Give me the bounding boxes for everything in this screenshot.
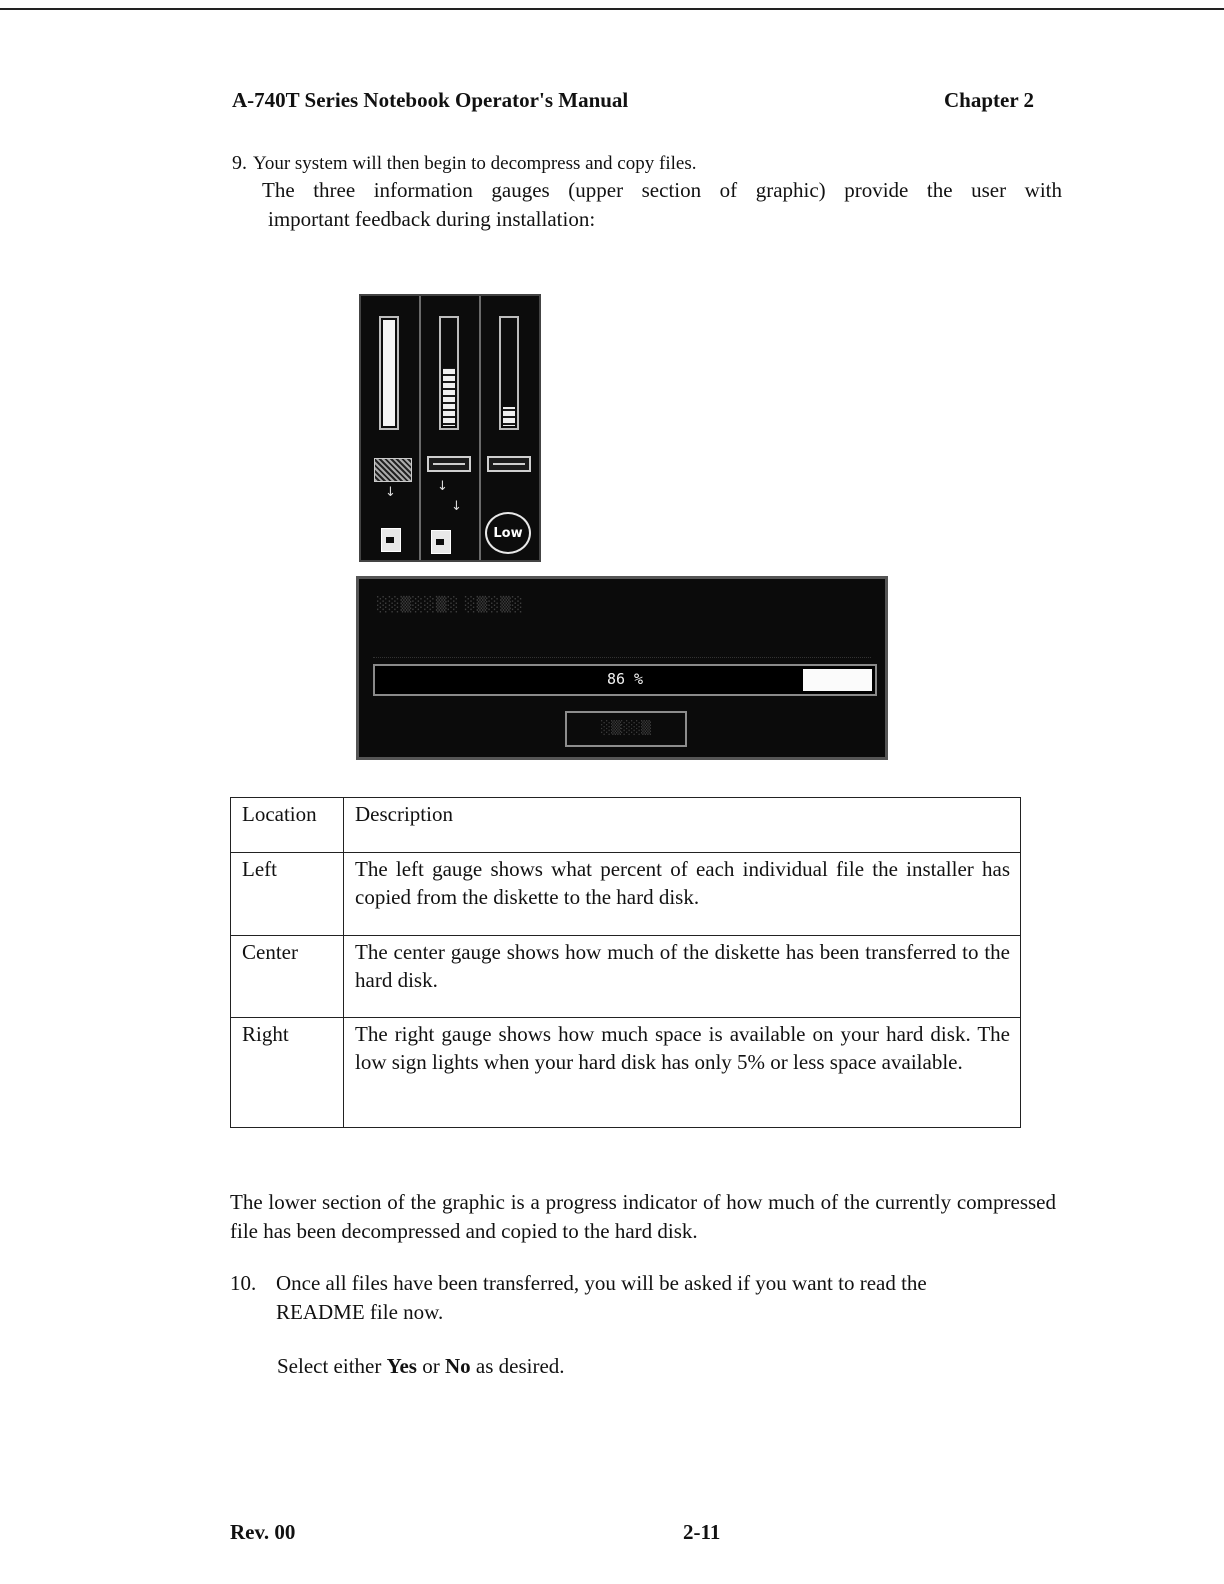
progress-percent: 86 % [606,670,644,688]
step-number: 9. [232,152,247,174]
table-row [231,936,1021,1018]
arrow-icon: ↓ [451,499,462,514]
table-row [231,1018,1021,1128]
step-9-intro [232,152,696,175]
arrow-icon: ↓ [437,479,448,494]
table-header-location: Location [231,798,344,853]
lower-section-paragraph: The lower section of the graphic is a progress indicator of how much of the currently compressed file has been decompressed and copied to the hard disk. [230,1190,1056,1243]
low-sign: Low [485,512,531,554]
top-rule [0,8,1224,10]
gauge-description-table [230,797,1021,1128]
gauge-center [421,296,481,560]
step-9-line-3: important feedback during installation: [268,207,596,231]
row-location: Center [231,936,344,1018]
no-option: No [444,1354,471,1378]
row-location: Left [231,853,344,936]
hard-disk-icon [487,456,531,472]
manual-title: A-740T Series Notebook Operator's Manual [232,88,629,112]
cancel-button[interactable]: ░▒░░▒ [565,711,687,747]
step-9-line-2: The three information gauges (upper section of graphic) provide the user with [262,178,1062,202]
progress-bar [373,664,877,696]
table-header-description: Description [344,798,1021,853]
step-9-line-1: Your system will then begin to decompress and copy files. [253,153,697,174]
gauge-right-empty [503,320,515,407]
file-icon [431,530,451,554]
row-location: Right [231,1018,344,1128]
select-instruction [277,1354,565,1379]
arrow-icon: ↓ [385,485,396,500]
row-description: The center gauge shows how much of the diskette has been transferred to the hard disk. [344,936,1021,1018]
dialog-status-text: ░░▒░░▒░ ░▒░▒░ [377,597,524,613]
gauge-left-tube [379,316,399,430]
select-suffix: as desired. [470,1354,565,1378]
gauge-left-fill [383,320,395,426]
yes-option: Yes [386,1354,417,1378]
file-icon [381,528,401,552]
gauge-left [361,296,421,560]
step-10 [230,1269,1056,1327]
row-description: The left gauge shows what percent of each individual file the installer has copied from the diskette to the hard disk. [344,853,1021,936]
gauge-right-tube [499,316,519,430]
revision-label: Rev. 00 [230,1520,296,1544]
gauge-right [481,296,539,560]
progress-dialog [356,576,888,760]
page-number: 2-11 [683,1520,721,1544]
table-row [231,853,1021,936]
gauge-center-tube [439,316,459,430]
row-description: The right gauge shows how much space is available on your hard disk. The low sign lights when your hard disk has only 5% or less space available. [344,1018,1021,1128]
folder-icon [374,458,412,482]
select-middle: or [416,1354,445,1378]
chapter-label: Chapter 2 [944,88,1035,112]
step-10-line-1: Once all files have been transferred, you will be asked if you want to read the [276,1271,927,1295]
gauge-center-empty [443,320,455,368]
table-header-row [231,798,1021,853]
gauges-panel [359,294,541,562]
dialog-separator [373,657,871,658]
step-10-line-2: README file now. [276,1300,444,1324]
step-number: 10. [230,1271,257,1295]
disk-drive-icon [427,456,471,472]
select-prefix: Select either [277,1354,387,1378]
